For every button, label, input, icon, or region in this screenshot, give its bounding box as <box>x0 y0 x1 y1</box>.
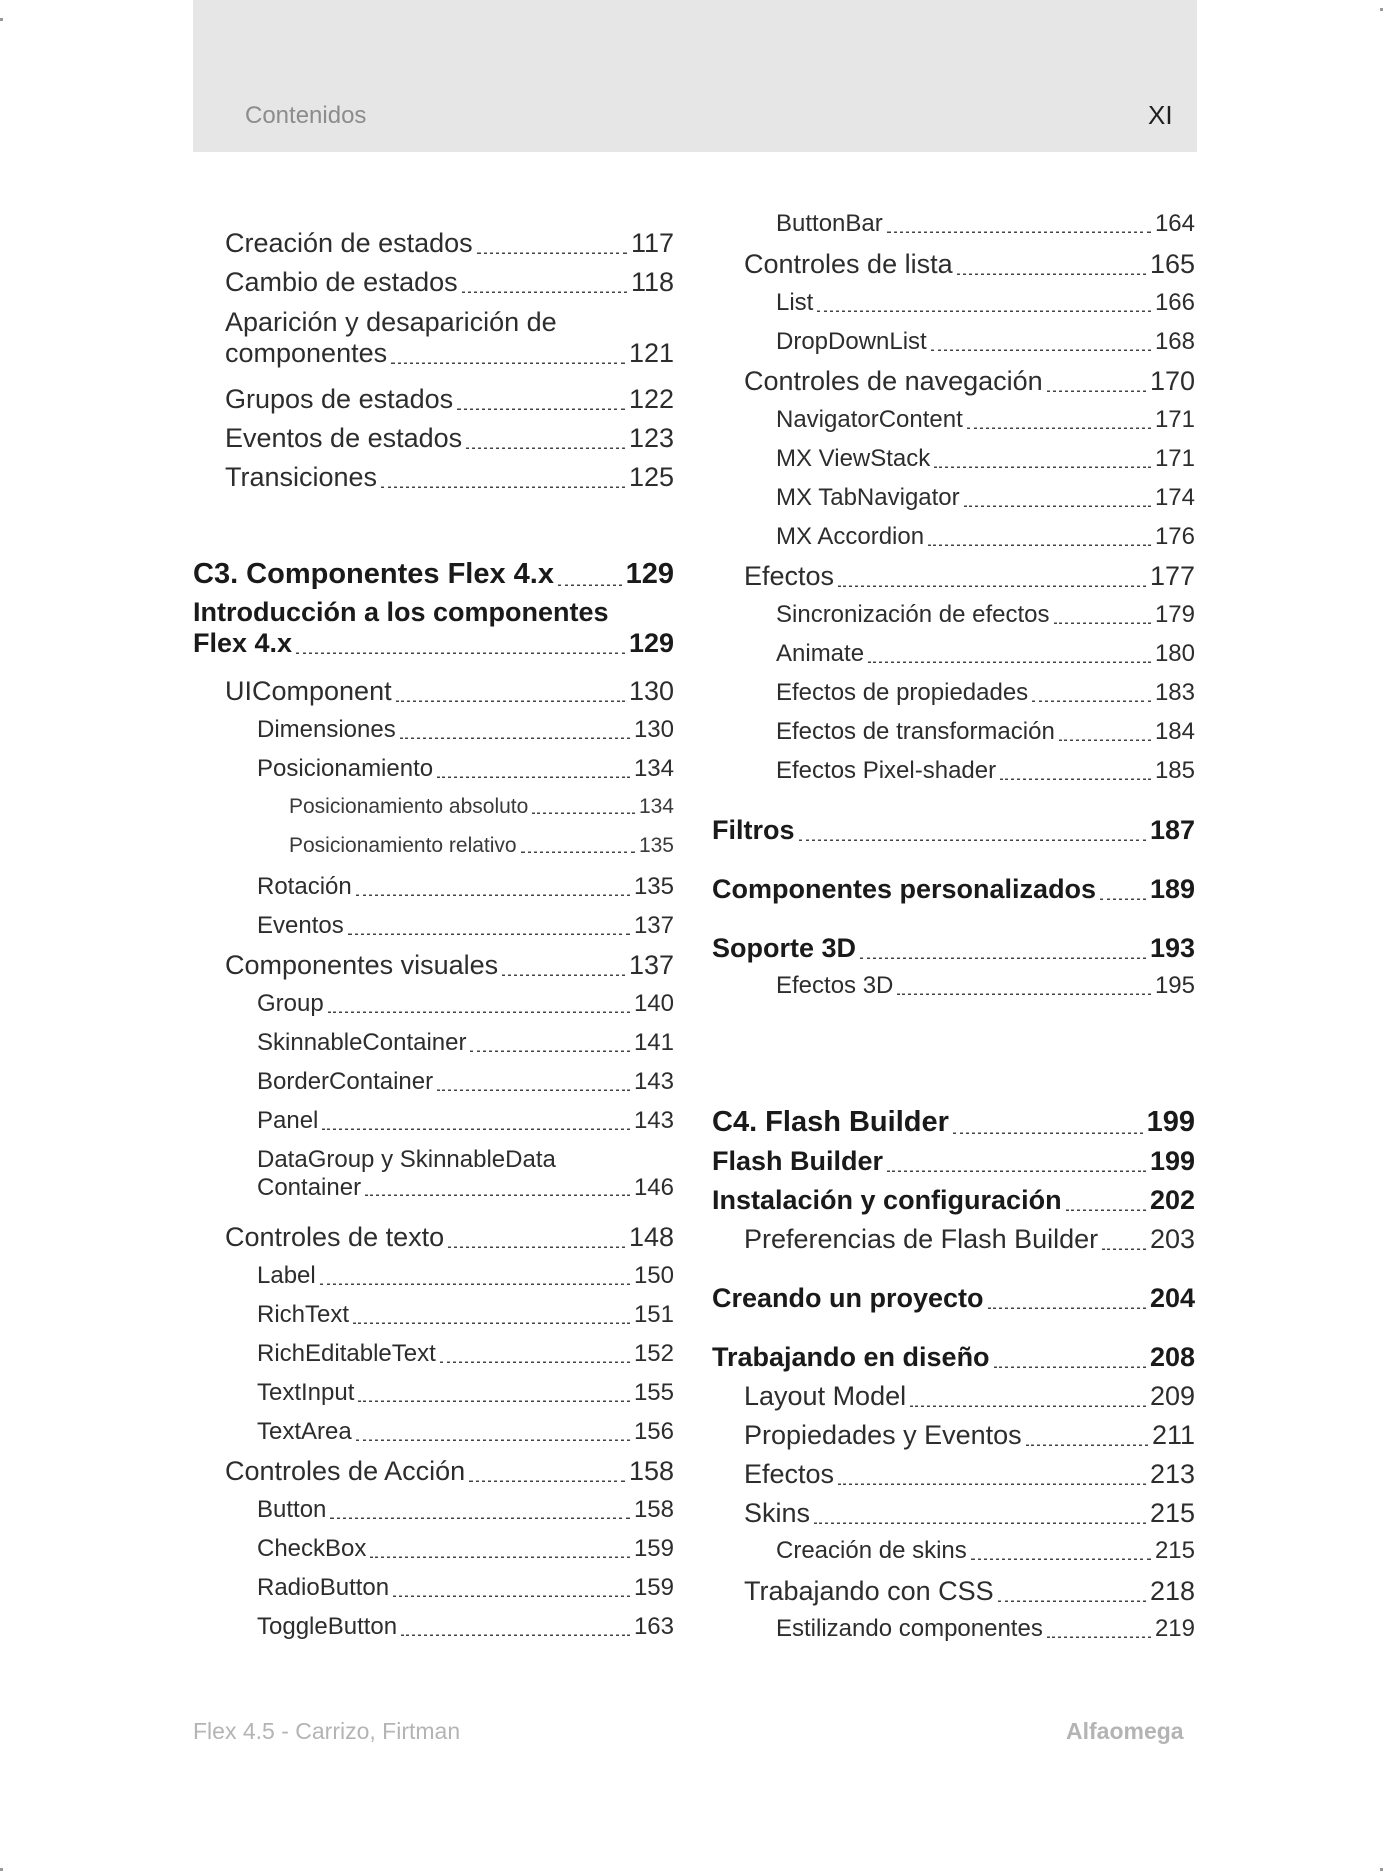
toc-entry-page: 118 <box>630 267 674 297</box>
toc-entry-mx-viewstack[interactable] <box>712 445 1195 473</box>
toc-entry-page: 215 <box>1149 1498 1195 1528</box>
toc-entry-page: 187 <box>1149 815 1195 845</box>
dot-leader <box>799 834 1146 842</box>
toc-entry-page: 135 <box>633 873 674 900</box>
dot-leader <box>1100 893 1146 901</box>
toc-entry-datagroup-y-skinnabledata[interactable] <box>193 1146 674 1201</box>
toc-entry-preferencias-de-flash-builder[interactable] <box>712 1224 1195 1255</box>
toc-entry-page: 189 <box>1149 874 1195 904</box>
toc-entry-label: Trabajando en diseño <box>712 1342 990 1372</box>
dot-leader <box>328 1005 630 1013</box>
dot-leader <box>994 1361 1146 1369</box>
toc-entry-mx-accordion[interactable] <box>712 523 1195 551</box>
toc-entry-page: 148 <box>628 1222 674 1252</box>
dot-leader <box>868 655 1151 663</box>
toc-entry-label: Grupos de estados <box>225 384 454 414</box>
toc-entry-label: Trabajando con CSS <box>744 1576 994 1606</box>
toc-entry-c4-flash-builder[interactable] <box>712 1106 1195 1139</box>
toc-entry-filtros[interactable] <box>712 815 1195 846</box>
page-number: XI <box>1148 100 1173 130</box>
dot-leader <box>330 1511 630 1519</box>
dot-leader <box>470 1044 629 1052</box>
dot-leader <box>887 1165 1146 1173</box>
toc-entry-page: 159 <box>633 1535 674 1562</box>
toc-entry-buttonbar[interactable] <box>712 210 1195 238</box>
toc-entry-page: 117 <box>630 228 674 258</box>
toc-entry-label: Filtros <box>712 815 795 845</box>
dot-leader <box>931 343 1151 351</box>
toc-entry-page: 152 <box>633 1340 674 1367</box>
toc-entry-efectos-pixel-shader[interactable] <box>712 757 1195 785</box>
toc-entry-label: RichText <box>257 1301 350 1328</box>
toc-entry-panel[interactable] <box>193 1107 674 1135</box>
dot-leader <box>521 846 635 854</box>
toc-entry-radiobutton[interactable] <box>193 1574 674 1602</box>
toc-entry-c3-componentes-flex-4-x[interactable] <box>193 558 674 591</box>
toc-entry-label: MX ViewStack <box>776 445 931 472</box>
toc-entry-page: 219 <box>1154 1615 1195 1642</box>
toc-entry-cambio-de-estados[interactable] <box>193 267 674 298</box>
toc-entry-label: MX TabNavigator <box>776 484 960 511</box>
toc-entry-grupos-de-estados[interactable] <box>193 384 674 415</box>
dot-leader <box>400 731 630 739</box>
dot-leader <box>988 1302 1146 1310</box>
dot-leader <box>322 1122 630 1130</box>
toc-entry-controles-de-accion[interactable] <box>193 1456 674 1487</box>
dot-leader <box>1047 385 1146 393</box>
toc-entry-efectos-de-transformacion[interactable] <box>712 718 1195 746</box>
toc-entry-label: Efectos de propiedades <box>776 679 1029 706</box>
toc-entry-label: MX Accordion <box>776 523 925 550</box>
toc-entry-page: 123 <box>628 423 674 453</box>
toc-entry-label: List <box>776 289 814 316</box>
dot-leader <box>320 1277 630 1285</box>
footer-book-title: Flex 4.5 - Carrizo, Firtman <box>193 1718 461 1744</box>
toc-entry-label: Controles de lista <box>744 249 953 279</box>
toc-entry-controles-de-texto[interactable] <box>193 1222 674 1253</box>
toc-entry-page: 150 <box>633 1262 674 1289</box>
toc-entry-label: C3. Componentes Flex 4.x <box>193 558 554 590</box>
toc-entry-page: 129 <box>628 628 674 659</box>
dot-leader <box>1102 1243 1146 1251</box>
crop-mark <box>1380 1868 1383 1871</box>
dot-leader <box>1047 1630 1151 1638</box>
toc-entry-page: 166 <box>1154 289 1195 316</box>
toc-entry-page: 164 <box>1154 210 1195 237</box>
toc-entry-page: 218 <box>1149 1576 1195 1606</box>
toc-entry-page: 215 <box>1154 1537 1195 1564</box>
toc-entry-label: Dimensiones <box>257 716 396 743</box>
toc-entry-button[interactable] <box>193 1496 674 1524</box>
footer-publisher: Alfaomega <box>1066 1718 1184 1744</box>
toc-entry-page: 158 <box>633 1496 674 1523</box>
dot-leader <box>477 247 627 255</box>
running-header-title: Contenidos <box>245 102 367 129</box>
toc-entry-rotacion[interactable] <box>193 873 674 901</box>
toc-entry-mx-tabnavigator[interactable] <box>712 484 1195 512</box>
toc-entry-page: 130 <box>633 716 674 743</box>
toc-entry-label: RadioButton <box>257 1574 390 1601</box>
toc-entry-label: Componentes visuales <box>225 950 499 980</box>
toc-entry-label: DropDownList <box>776 328 927 355</box>
dot-leader <box>396 695 625 703</box>
toc-entry-posicionamiento[interactable] <box>193 755 674 783</box>
toc-entry-trabajando-con-css[interactable] <box>712 1576 1195 1607</box>
toc-entry-page: 209 <box>1149 1381 1195 1411</box>
toc-entry-label: Eventos <box>257 912 344 939</box>
toc-entry-label: Posicionamiento absoluto <box>289 795 529 818</box>
toc-entry-efectos-3d[interactable] <box>712 972 1195 1000</box>
toc-entry-page: 204 <box>1149 1283 1195 1313</box>
toc-entry-page: 202 <box>1149 1185 1195 1215</box>
toc-entry-page: 146 <box>633 1173 674 1201</box>
toc-entry-label: ToggleButton <box>257 1613 398 1640</box>
toc-entry-flash-builder[interactable] <box>712 1146 1195 1177</box>
toc-entry-label: Estilizando componentes <box>776 1615 1043 1642</box>
toc-entry-page: 135 <box>638 834 674 857</box>
toc-entry-sincronizacion-de-efectos[interactable] <box>712 601 1195 629</box>
dot-leader <box>838 580 1146 588</box>
toc-entry-label: ButtonBar <box>776 210 883 237</box>
toc-entry-creacion-de-skins[interactable] <box>712 1537 1195 1565</box>
toc-entry-label: Posicionamiento relativo <box>289 834 517 857</box>
toc-entry-richeditabletext[interactable] <box>193 1340 674 1368</box>
dot-leader <box>957 268 1146 276</box>
toc-entry-label: Posicionamiento <box>257 755 434 782</box>
toc-entry-eventos[interactable] <box>193 912 674 940</box>
toc-entry-page: 185 <box>1154 757 1195 784</box>
dot-leader <box>370 1550 630 1558</box>
toc-entry-page: 184 <box>1154 718 1195 745</box>
toc-entry-animate[interactable] <box>712 640 1195 668</box>
toc-entry-list[interactable] <box>712 289 1195 317</box>
toc-entry-page: 203 <box>1149 1224 1195 1254</box>
dot-leader <box>558 579 622 587</box>
toc-entry-label: Efectos Pixel-shader <box>776 757 997 784</box>
toc-entry-checkbox[interactable] <box>193 1535 674 1563</box>
toc-entry-richtext[interactable] <box>193 1301 674 1329</box>
dot-leader <box>440 1355 630 1363</box>
toc-entry-page: 141 <box>633 1029 674 1056</box>
dot-leader <box>817 304 1151 312</box>
toc-entry-label: Controles de Acción <box>225 1456 466 1486</box>
toc-entry-page: 211 <box>1151 1420 1195 1450</box>
dot-leader <box>437 1083 630 1091</box>
dot-leader <box>381 481 625 489</box>
toc-entry-posicionamiento-relativo[interactable] <box>193 834 674 858</box>
toc-entry-label: DataGroup y SkinnableData <box>257 1146 556 1173</box>
toc-entry-label: Panel <box>257 1107 319 1134</box>
toc-entry-label: Creación de skins <box>776 1537 967 1564</box>
dot-leader <box>1059 733 1151 741</box>
toc-entry-label: Soporte 3D <box>712 933 857 963</box>
toc-entry-label: Efectos de transformación <box>776 718 1055 745</box>
toc-entry-page: 171 <box>1154 406 1195 433</box>
toc-entry-dimensiones[interactable] <box>193 716 674 744</box>
toc-entry-label: Controles de navegación <box>744 366 1043 396</box>
toc-entry-label-continued: componentes <box>225 338 388 369</box>
toc-entry-textinput[interactable] <box>193 1379 674 1407</box>
toc-entry-page: 151 <box>633 1301 674 1328</box>
toc-entry-page: 180 <box>1154 640 1195 667</box>
toc-entry-page: 122 <box>628 384 674 414</box>
toc-entry-page: 137 <box>633 912 674 939</box>
dot-leader <box>910 1400 1146 1408</box>
dot-leader <box>838 1478 1146 1486</box>
toc-entry-label: Introducción a los componentes <box>193 597 609 627</box>
dot-leader <box>356 1433 630 1441</box>
dot-leader <box>953 1127 1143 1135</box>
dot-leader <box>532 807 635 815</box>
toc-entry-page: 193 <box>1149 933 1195 963</box>
toc-entry-page: 140 <box>633 990 674 1017</box>
toc-entry-page: 168 <box>1154 328 1195 355</box>
toc-entry-efectos[interactable] <box>712 561 1195 592</box>
toc-entry-bordercontainer[interactable] <box>193 1068 674 1096</box>
toc-entry-propiedades-y-eventos[interactable] <box>712 1420 1195 1451</box>
toc-entry-page: 199 <box>1149 1146 1195 1176</box>
dot-leader <box>448 1241 625 1249</box>
toc-entry-page: 129 <box>625 558 674 590</box>
dot-leader <box>353 1316 630 1324</box>
toc-entry-label: Componentes personalizados <box>712 874 1097 904</box>
dot-leader <box>457 403 625 411</box>
toc-entry-skins[interactable] <box>712 1498 1195 1529</box>
toc-entry-page: 121 <box>628 338 674 369</box>
toc-entry-skinnablecontainer[interactable] <box>193 1029 674 1057</box>
toc-entry-page: 174 <box>1154 484 1195 511</box>
toc-entry-label-continued: Container <box>257 1173 362 1201</box>
toc-entry-page: 159 <box>633 1574 674 1601</box>
toc-entry-label: Aparición y desaparición de <box>225 307 557 337</box>
dot-leader <box>1054 616 1151 624</box>
dot-leader <box>1000 772 1151 780</box>
dot-leader <box>964 499 1151 507</box>
toc-entry-posicionamiento-absoluto[interactable] <box>193 795 674 819</box>
toc-entry-page: 165 <box>1149 249 1195 279</box>
dot-leader <box>860 952 1146 960</box>
dot-leader <box>466 442 625 450</box>
dot-leader <box>462 286 627 294</box>
toc-entry-label: Creando un proyecto <box>712 1283 984 1313</box>
toc-entry-efectos-de-propiedades[interactable] <box>712 679 1195 707</box>
toc-entry-controles-de-navegacion[interactable] <box>712 366 1195 397</box>
toc-entry-label: Cambio de estados <box>225 267 458 297</box>
toc-entry-label: Controles de texto <box>225 1222 445 1252</box>
dot-leader <box>393 1589 630 1597</box>
toc-entry-aparicion-y-desaparicion-de[interactable] <box>193 307 674 369</box>
toc-entry-label: Layout Model <box>744 1381 907 1411</box>
toc-entry-creacion-de-estados[interactable] <box>193 228 674 259</box>
toc-entry-page: 177 <box>1149 561 1195 591</box>
toc-entry-navigatorcontent[interactable] <box>712 406 1195 434</box>
toc-entry-label: Instalación y configuración <box>712 1185 1062 1215</box>
toc-entry-dropdownlist[interactable] <box>712 328 1195 356</box>
toc-entry-page: 176 <box>1154 523 1195 550</box>
toc-entry-label: Efectos <box>744 561 835 591</box>
toc-entry-page: 130 <box>628 676 674 706</box>
dot-leader <box>365 1189 630 1197</box>
dot-leader <box>401 1628 630 1636</box>
toc-entry-label-continued: Flex 4.x <box>193 628 293 659</box>
toc-entry-transiciones[interactable] <box>193 462 674 493</box>
toc-entry-page: 195 <box>1154 972 1195 999</box>
toc-entry-label: C4. Flash Builder <box>712 1106 949 1138</box>
toc-entry-trabajando-en-diseno[interactable] <box>712 1342 1195 1373</box>
dot-leader <box>887 225 1151 233</box>
toc-entry-label: Efectos <box>744 1459 835 1489</box>
toc-entry-label: Label <box>257 1262 316 1289</box>
toc-entry-page: 171 <box>1154 445 1195 472</box>
dot-leader <box>928 538 1151 546</box>
toc-entry-label: BorderContainer <box>257 1068 434 1095</box>
toc-entry-estilizando-componentes[interactable] <box>712 1615 1195 1643</box>
toc-entry-label: Rotación <box>257 873 352 900</box>
toc-entry-label: Transiciones <box>225 462 378 492</box>
toc-entry-page: 155 <box>633 1379 674 1406</box>
dot-leader <box>967 421 1151 429</box>
dot-leader <box>356 888 630 896</box>
toc-entry-label: SkinnableContainer <box>257 1029 467 1056</box>
crop-mark <box>1380 8 1383 11</box>
toc-entry-page: 170 <box>1149 366 1195 396</box>
toc-entry-page: 179 <box>1154 601 1195 628</box>
toc-entry-label: Group <box>257 990 324 1017</box>
dot-leader <box>814 1517 1146 1525</box>
crop-mark <box>0 1868 3 1871</box>
toc-entry-page: 158 <box>628 1456 674 1486</box>
toc-entry-layout-model[interactable] <box>712 1381 1195 1412</box>
toc-entry-label: Skins <box>744 1498 811 1528</box>
toc-entry-componentes-personalizados[interactable] <box>712 874 1195 905</box>
dot-leader <box>502 969 625 977</box>
toc-entry-page: 199 <box>1146 1106 1195 1138</box>
toc-entry-label: Eventos de estados <box>225 423 463 453</box>
dot-leader <box>998 1595 1146 1603</box>
dot-leader <box>1066 1204 1146 1212</box>
toc-entry-uicomponent[interactable] <box>193 676 674 707</box>
toc-entry-label: Button <box>257 1496 327 1523</box>
toc-entry-controles-de-lista[interactable] <box>712 249 1195 280</box>
dot-leader <box>1032 694 1151 702</box>
toc-entry-group[interactable] <box>193 990 674 1018</box>
toc-entry-page: 208 <box>1149 1342 1195 1372</box>
toc-entry-label: TextArea <box>257 1418 352 1445</box>
toc-entry-label: Flash Builder <box>712 1146 884 1176</box>
dot-leader <box>358 1394 630 1402</box>
toc-entry-instalacion-y-configuracion[interactable] <box>712 1185 1195 1216</box>
toc-entry-label: TextInput <box>257 1379 355 1406</box>
toc-entry-togglebutton[interactable] <box>193 1613 674 1641</box>
dot-leader <box>437 770 630 778</box>
toc-entry-page: 125 <box>628 462 674 492</box>
toc-entry-page: 134 <box>638 795 674 818</box>
dot-leader <box>469 1475 625 1483</box>
toc-entry-textarea[interactable] <box>193 1418 674 1446</box>
toc-entry-label[interactable] <box>193 1262 674 1290</box>
toc-entry-label: Preferencias de Flash Builder <box>744 1224 1099 1254</box>
dot-leader <box>897 987 1151 995</box>
toc-entry-page: 213 <box>1149 1459 1195 1489</box>
toc-entry-page: 134 <box>633 755 674 782</box>
dot-leader <box>391 357 625 365</box>
dot-leader <box>1026 1439 1148 1447</box>
dot-leader <box>296 647 625 655</box>
crop-mark <box>0 18 3 21</box>
toc-entry-componentes-visuales[interactable] <box>193 950 674 981</box>
dot-leader <box>971 1552 1151 1560</box>
toc-entry-label: RichEditableText <box>257 1340 436 1367</box>
dot-leader <box>348 927 630 935</box>
toc-entry-label: Sincronización de efectos <box>776 601 1050 628</box>
toc-entry-label: Propiedades y Eventos <box>744 1420 1022 1450</box>
toc-entry-label: UIComponent <box>225 676 392 706</box>
toc-entry-label: CheckBox <box>257 1535 367 1562</box>
toc-entry-label: NavigatorContent <box>776 406 963 433</box>
toc-entry-eventos-de-estados[interactable] <box>193 423 674 454</box>
toc-entry-page: 143 <box>633 1107 674 1134</box>
toc-entry-label: Animate <box>776 640 865 667</box>
toc-entry-creando-un-proyecto[interactable] <box>712 1283 1195 1314</box>
toc-entry-soporte-3d[interactable] <box>712 933 1195 964</box>
toc-entry-page: 183 <box>1154 679 1195 706</box>
toc-entry-efectos[interactable] <box>712 1459 1195 1490</box>
dot-leader <box>934 460 1151 468</box>
toc-entry-page: 143 <box>633 1068 674 1095</box>
toc-entry-page: 137 <box>628 950 674 980</box>
toc-entry-page: 163 <box>633 1613 674 1640</box>
toc-entry-page: 156 <box>633 1418 674 1445</box>
toc-entry-label: Efectos 3D <box>776 972 894 999</box>
toc-entry-introduccion-a-los-componentes[interactable] <box>193 597 674 659</box>
toc-entry-label: Creación de estados <box>225 228 473 258</box>
